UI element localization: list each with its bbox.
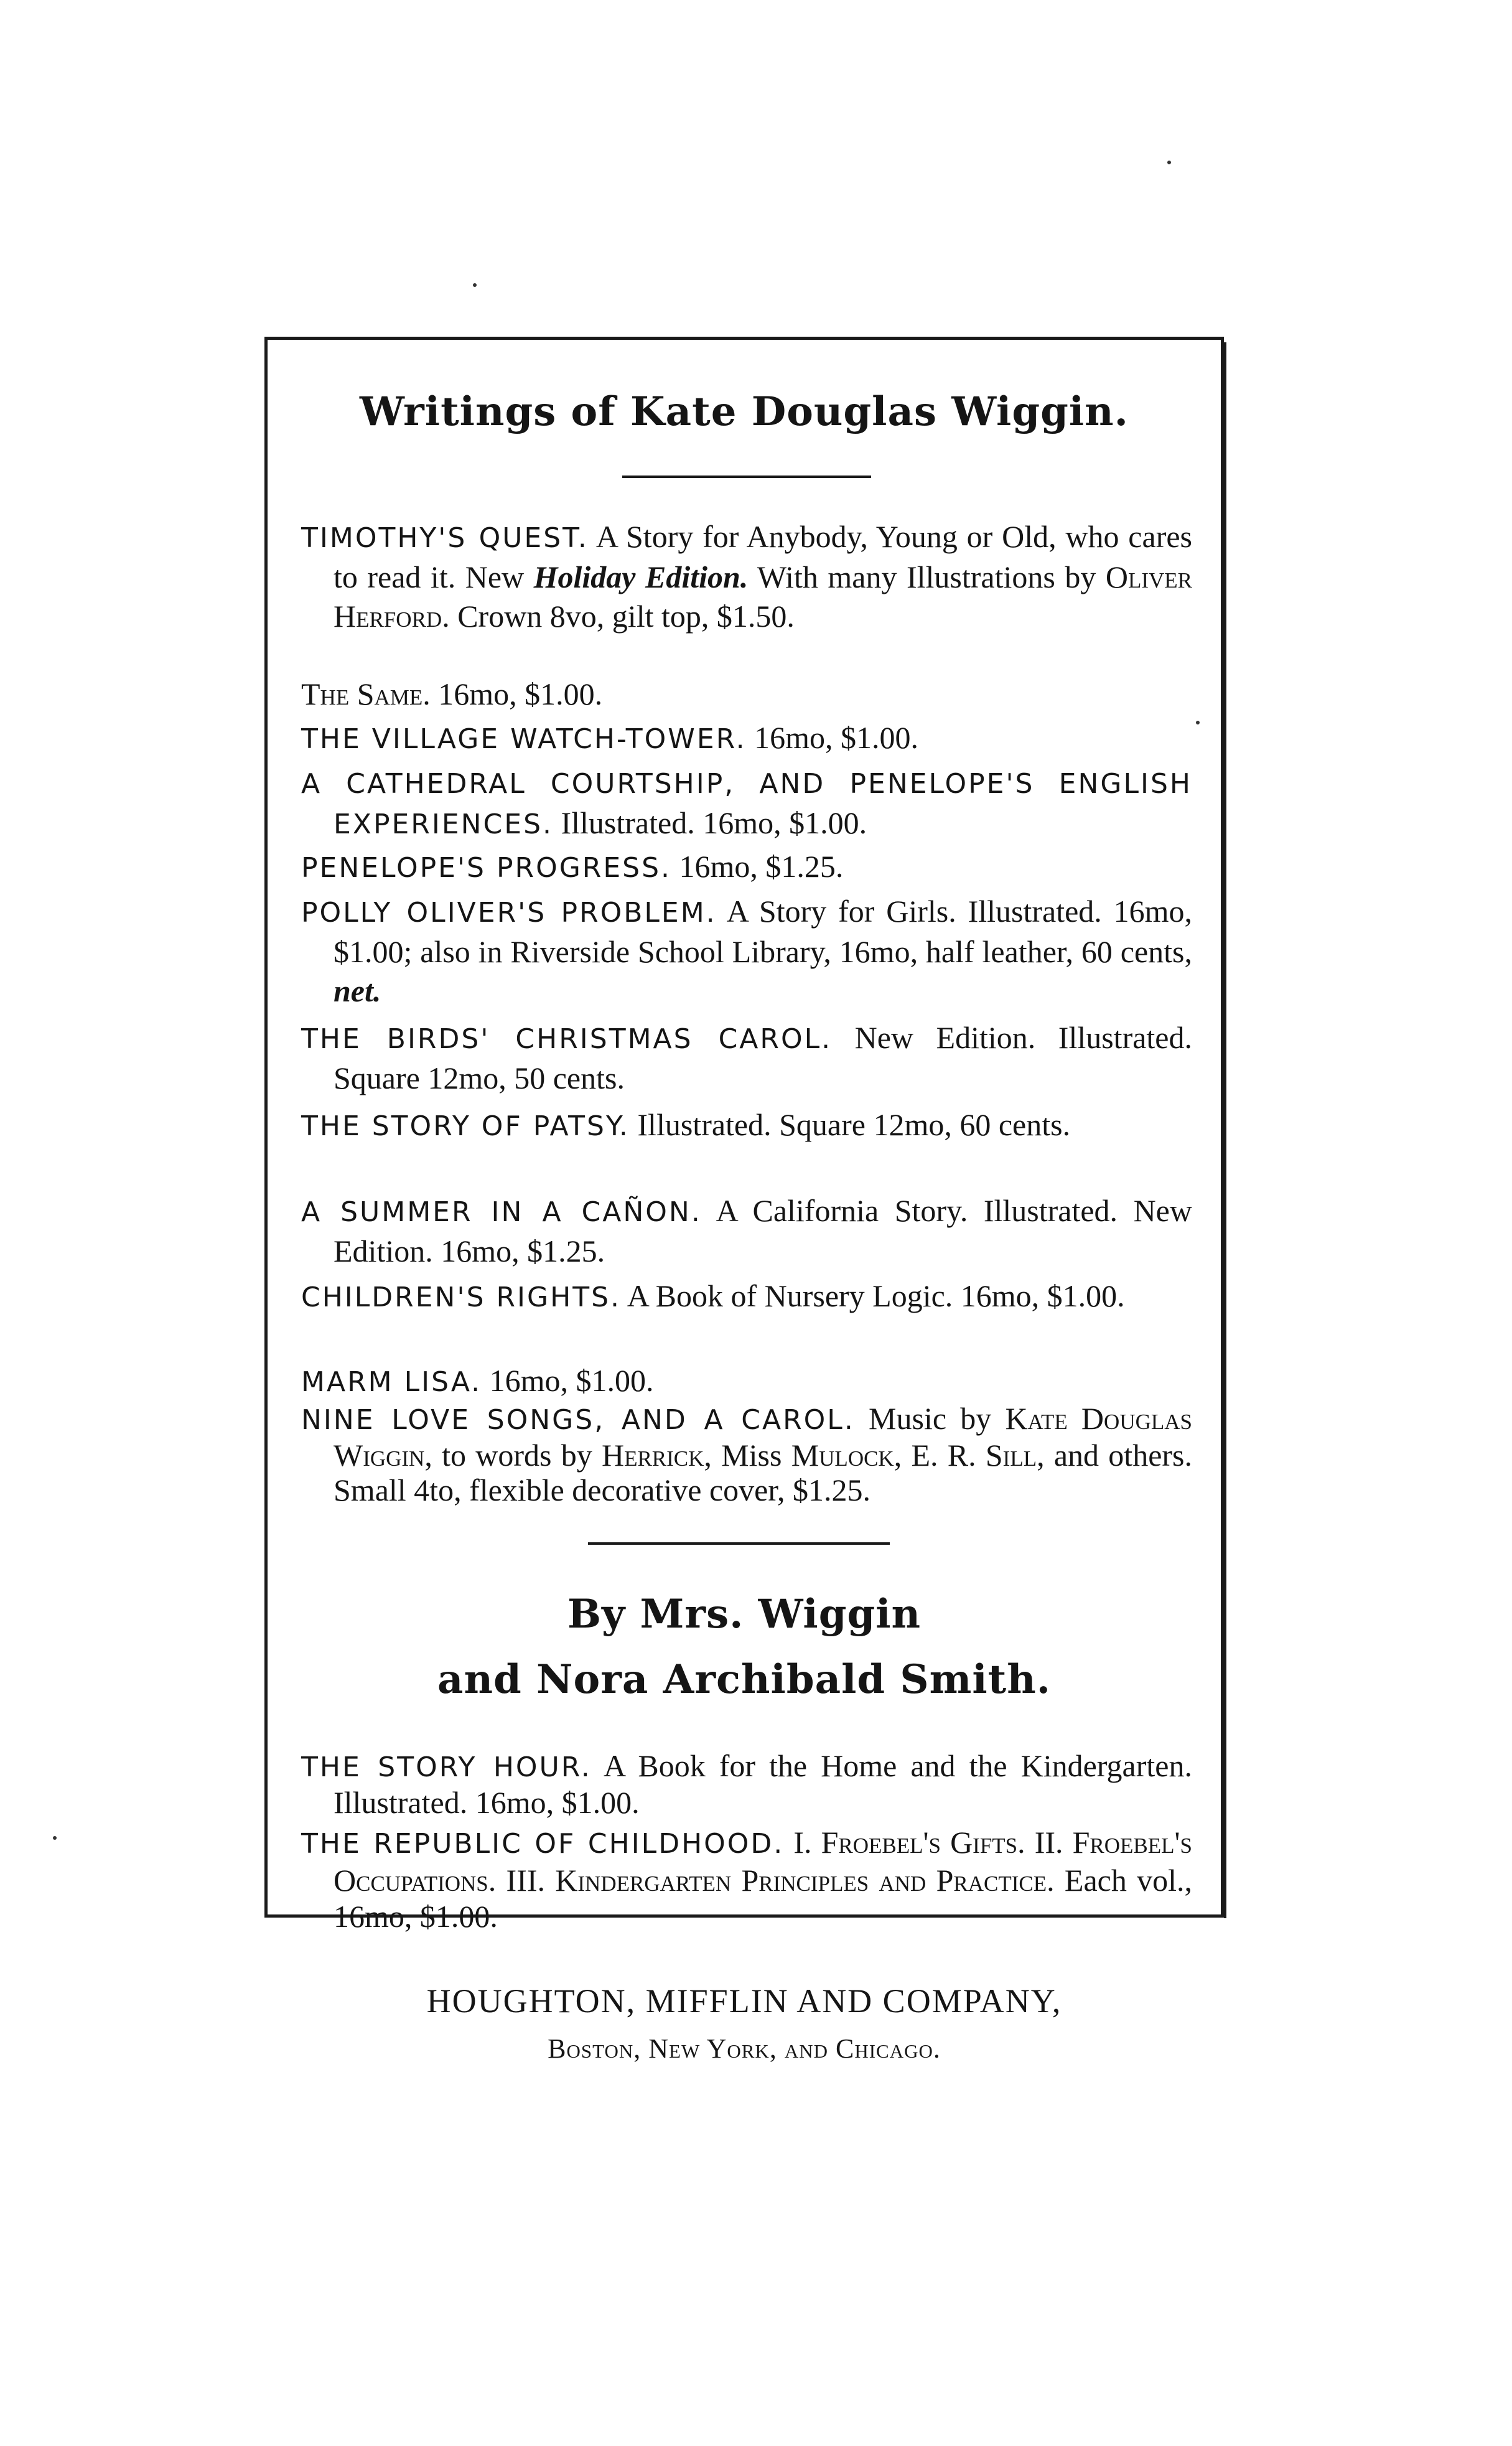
speck-mark — [473, 283, 477, 287]
list-item-birds-christmas-carol: THE BIRDS' CHRISTMAS CAROL. New Edition. Illustrated. Square 12mo, 50 cents. — [301, 1020, 1192, 1095]
list-item-cathedral-courtship: A CATHEDRAL COURTSHIP, AND PENELOPE'S ENGLISH EXPERIENCES. Illustrated. 16mo, $1.00. — [301, 768, 1192, 840]
speck-mark — [1167, 161, 1171, 164]
list-item-polly-oliver: POLLY OLIVER'S PROBLEM. A Story for Girls. Illustrated. 16mo, $1.00; also in Riverside School Library, 16mo, half leather, 60 cents, net. — [301, 894, 1192, 1008]
section-title-writings: Writings of Kate Douglas Wiggin. — [360, 388, 1129, 435]
list-item-story-hour: THE STORY HOUR. A Book for the Home and the Kindergarten. Illustrated. 16mo, $1.00. — [301, 1748, 1192, 1820]
speck-mark — [53, 1836, 57, 1840]
publisher-name: HOUGHTON, MIFFLIN AND COMPANY, — [426, 1982, 1062, 2020]
title-rule — [622, 476, 871, 478]
section-rule — [588, 1542, 890, 1545]
list-item-the-same: The Same. 16mo, $1.00. — [301, 677, 603, 711]
book-title: TIMOTHY'S QUEST. — [301, 522, 589, 554]
list-item-nine-love-songs: NINE LOVE SONGS, AND A CAROL. Music by Kate Douglas Wiggin, to words by Herrick, Miss Mulock, E. R. Sill, and others. Small 4to, flexible decorative cover, $1.25. — [301, 1401, 1192, 1507]
publisher-cities: Boston, New York, and Chicago. — [548, 2033, 941, 2064]
list-item-republic-of-childhood: THE REPUBLIC OF CHILDHOOD. I. Froebel's Gifts. II. Froebel's Occupations. III. Kindergarten Principles and Practice. Each vol., 16mo, $1.00. — [301, 1825, 1192, 1934]
list-item-village-watch-tower: THE VILLAGE WATCH-TOWER. 16mo, $1.00. — [301, 720, 919, 755]
section-title-and-nora-smith: and Nora Archibald Smith. — [437, 1656, 1052, 1703]
frame-shadow — [1224, 342, 1226, 1918]
list-item-summer-in-canon: A SUMMER IN A CAÑON. A California Story. Illustrated. New Edition. 16mo, $1.25. — [301, 1193, 1192, 1268]
advertisement-frame — [264, 337, 1224, 2064]
list-item-childrens-rights: CHILDREN'S RIGHTS. A Book of Nursery Logic. 16mo, $1.00. — [301, 1278, 1125, 1313]
list-item-timothys-quest: TIMOTHY'S QUEST. A Story for Anybody, Young or Old, who cares to read it. New Holiday Edition. With many Illustrations by Oliver Herford. Crown 8vo, gilt top, $1.50. — [301, 519, 1192, 634]
section-title-by-mrs-wiggin: By Mrs. Wiggin — [567, 1591, 922, 1638]
list-item-marm-lisa: MARM LISA. 16mo, $1.00. — [301, 1363, 654, 1398]
speck-mark — [1196, 721, 1200, 724]
list-item-story-of-patsy: THE STORY OF PATSY. Illustrated. Square 12mo, 60 cents. — [301, 1107, 1071, 1142]
list-item-penelopes-progress: PENELOPE'S PROGRESS. 16mo, $1.25. — [301, 849, 844, 884]
